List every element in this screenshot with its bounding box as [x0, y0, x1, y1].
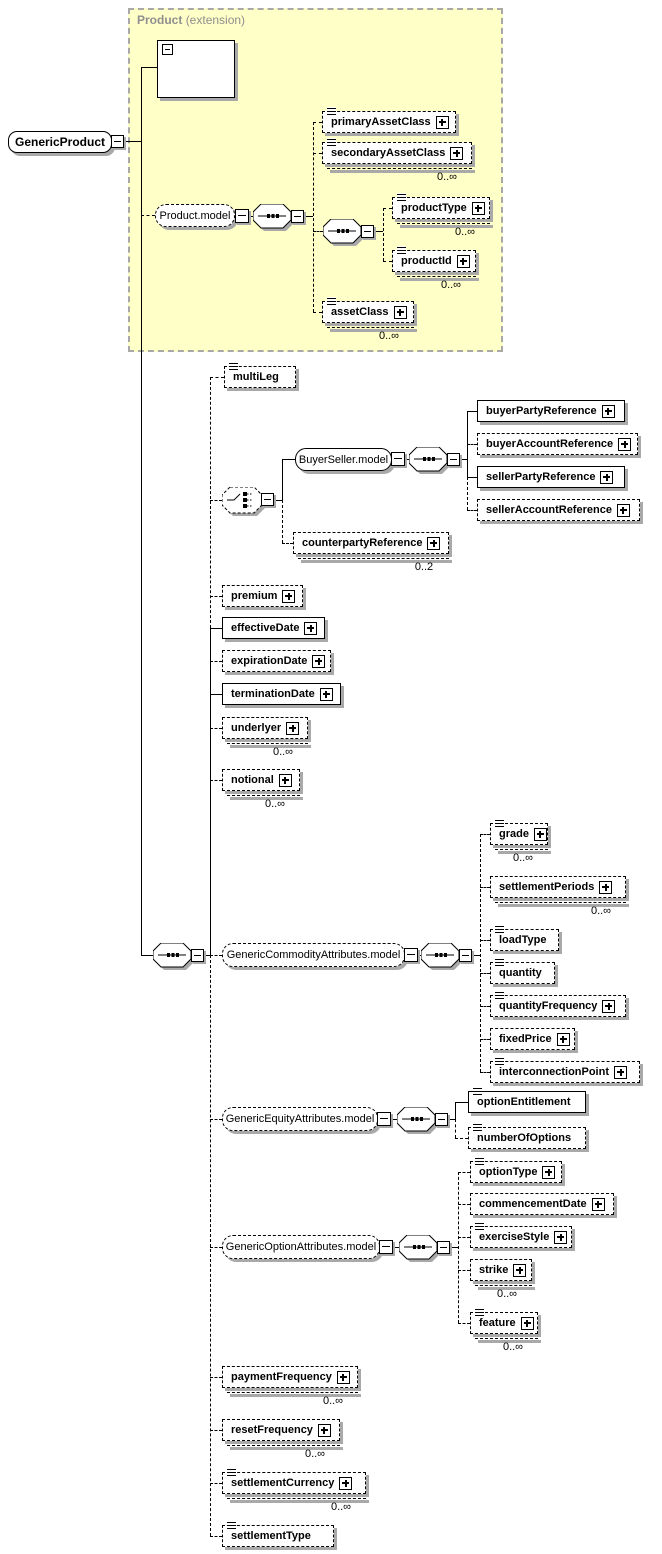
connector — [282, 500, 283, 543]
repeat-indicator — [327, 327, 414, 328]
element-label: counterpartyReference — [302, 537, 423, 549]
occurrence-label: 0..∞ — [304, 1448, 326, 1460]
connector — [210, 377, 211, 628]
element-label: optionEntitlement — [477, 1096, 571, 1108]
element-label: feature — [479, 1317, 516, 1329]
element-label: settlementType — [231, 1530, 311, 1542]
element-counterpartyReference[interactable] — [293, 532, 449, 554]
expand-icon[interactable] — [617, 504, 630, 517]
connector — [210, 780, 222, 781]
annotation-icon — [495, 958, 504, 967]
element-settlementCurrency[interactable] — [222, 1472, 366, 1494]
connector — [448, 1119, 455, 1120]
element-GenericProduct[interactable] — [8, 131, 112, 153]
element-label: secondaryAssetClass — [331, 147, 446, 159]
expand-icon[interactable] — [592, 1198, 605, 1211]
group-Product-model[interactable] — [155, 204, 235, 227]
expand-icon[interactable] — [618, 438, 631, 451]
expand-icon[interactable] — [304, 622, 317, 635]
occurrence-label: 0..∞ — [264, 798, 286, 810]
occurrence-label: 0..∞ — [496, 1288, 518, 1300]
expand-icon[interactable] — [614, 1066, 627, 1079]
collapse-button[interactable] — [379, 1240, 393, 1254]
connector — [467, 510, 477, 511]
collapse-button[interactable] — [459, 949, 472, 962]
annotation-icon — [473, 1123, 482, 1132]
connector — [210, 1430, 222, 1431]
annotation-icon — [495, 925, 504, 934]
connector — [458, 1237, 470, 1238]
connector — [383, 261, 392, 262]
connector — [467, 411, 468, 477]
occurrence-label: 0..∞ — [512, 852, 534, 864]
element-label: multiLeg — [233, 371, 279, 383]
group-GenericOptionAttributes-model[interactable] — [222, 1235, 380, 1259]
connector — [141, 67, 157, 68]
element-label: sellerPartyReference — [486, 471, 596, 483]
connector — [455, 1102, 456, 1119]
collapse-button[interactable] — [191, 949, 204, 962]
element-optionEntitlement[interactable] — [468, 1091, 586, 1113]
element-sellerPartyReference[interactable] — [477, 466, 625, 488]
group-label: GenericOptionAttributes.model — [225, 1241, 377, 1253]
connector — [210, 1483, 222, 1484]
occurrence-label: 0..∞ — [440, 279, 462, 291]
element-commencementDate[interactable] — [470, 1193, 614, 1215]
repeat-indicator — [397, 223, 490, 224]
connector — [210, 955, 211, 1536]
element-settlementType[interactable] — [222, 1525, 334, 1547]
element-label: primaryAssetClass — [331, 116, 431, 128]
element-label: expirationDate — [231, 655, 308, 667]
element-label: assetClass — [331, 306, 389, 318]
occurrence-label: 0..∞ — [322, 1395, 344, 1407]
element-label: fixedPrice — [499, 1033, 552, 1045]
connector — [210, 661, 222, 662]
repeat-indicator — [227, 795, 300, 796]
connector — [210, 377, 224, 378]
annotation-icon — [397, 193, 406, 202]
element-strike[interactable] — [470, 1259, 532, 1281]
repeat-indicator — [227, 1498, 366, 1499]
connector — [210, 728, 222, 729]
element-label: loadType — [499, 934, 547, 946]
expand-icon[interactable] — [599, 881, 612, 894]
occurrence-label: 0..2 — [414, 561, 434, 573]
expand-icon[interactable] — [436, 116, 449, 129]
extension-panel-title — [137, 13, 245, 27]
expand-icon[interactable] — [534, 828, 547, 841]
occurrence-label: 0..∞ — [436, 171, 458, 183]
connector — [141, 215, 155, 216]
element-loadType[interactable] — [490, 929, 559, 951]
extension-base-type: Product — [137, 13, 183, 27]
connector — [282, 459, 295, 460]
element-label: quantity — [499, 967, 542, 979]
expand-icon[interactable] — [286, 722, 299, 735]
connector — [480, 973, 490, 974]
element-grade[interactable] — [490, 823, 548, 845]
connector — [383, 208, 384, 261]
choice-icon — [222, 487, 266, 522]
collapse-button[interactable] — [111, 135, 124, 148]
connector — [282, 459, 283, 500]
expand-icon[interactable] — [312, 655, 325, 668]
element-expirationDate[interactable] — [222, 650, 331, 672]
group-GenericCommodityAttributes-model[interactable] — [222, 943, 405, 967]
annotation-icon — [495, 991, 504, 1000]
expand-icon[interactable] — [320, 688, 333, 701]
sequence-icon — [323, 219, 365, 252]
element-resetFrequency[interactable] — [222, 1419, 340, 1441]
element-notional[interactable] — [222, 769, 300, 791]
connector — [313, 122, 322, 123]
connector — [458, 1204, 470, 1205]
connector — [210, 596, 222, 597]
expand-icon[interactable] — [318, 1424, 331, 1437]
collapse-button[interactable] — [291, 210, 304, 223]
expand-icon[interactable] — [457, 255, 470, 268]
collapse-button[interactable] — [447, 453, 460, 466]
connector — [467, 411, 477, 412]
expand-icon[interactable] — [282, 590, 295, 603]
element-label: settlementCurrency — [231, 1477, 335, 1489]
sequence-icon — [409, 447, 451, 480]
element-label: exerciseStyle — [479, 1231, 550, 1243]
repeat-indicator — [227, 1392, 358, 1393]
annotation-icon — [473, 1087, 482, 1096]
repeat-indicator — [475, 1338, 538, 1339]
expand-icon[interactable] — [472, 202, 485, 215]
element-terminationDate[interactable] — [222, 683, 341, 705]
element-label: buyerAccountReference — [486, 438, 614, 450]
occurrence-label: 0..∞ — [590, 905, 612, 917]
annotation-icon — [327, 138, 336, 147]
element-label: productId — [401, 255, 452, 267]
connector — [455, 1102, 468, 1103]
element-label: quantityFrequency — [499, 1000, 598, 1012]
expand-icon[interactable] — [600, 471, 613, 484]
connector — [383, 208, 392, 209]
occurrence-label: 0..∞ — [378, 330, 400, 342]
collapse-button[interactable] — [377, 1112, 391, 1126]
repeat-indicator — [298, 558, 449, 559]
element-assetClass[interactable] — [322, 301, 414, 323]
annotation-icon — [227, 1521, 236, 1530]
element-interconnectionPoint[interactable] — [490, 1061, 640, 1083]
annotation-icon — [327, 297, 336, 306]
element-multiLeg[interactable] — [224, 366, 296, 388]
connector — [210, 1247, 222, 1248]
element-label: notional — [231, 774, 274, 786]
annotation-icon — [495, 819, 504, 828]
element-label: effectiveDate — [231, 622, 300, 634]
element-label: optionType — [479, 1166, 538, 1178]
connector — [210, 1536, 222, 1537]
expand-icon[interactable] — [554, 1231, 567, 1244]
annotation-icon — [227, 1468, 236, 1477]
connector — [210, 1377, 222, 1378]
element-buyerPartyReference[interactable] — [477, 400, 625, 422]
element-productId[interactable] — [392, 250, 476, 272]
connector — [210, 955, 222, 956]
connector — [450, 1247, 458, 1248]
connector — [124, 141, 142, 142]
connector — [455, 1138, 468, 1139]
element-settlementPeriods[interactable] — [490, 876, 626, 898]
connector — [480, 834, 490, 835]
expand-icon[interactable] — [337, 1371, 350, 1384]
annotation-icon — [327, 107, 336, 116]
connector — [480, 940, 490, 941]
annotation-icon — [475, 1308, 484, 1317]
element-secondaryAssetClass[interactable] — [322, 142, 472, 164]
element-label: paymentFrequency — [231, 1371, 332, 1383]
element-buyerAccountReference[interactable] — [477, 433, 638, 455]
element-label: resetFrequency — [231, 1424, 313, 1436]
annotation-icon — [229, 362, 238, 371]
connector — [141, 955, 153, 956]
group-label: BuyerSeller.model — [298, 453, 389, 466]
element-feature[interactable] — [470, 1312, 538, 1334]
sequence-icon — [421, 943, 463, 976]
connector — [467, 477, 477, 478]
collapse-button[interactable] — [361, 225, 374, 238]
connector — [455, 1119, 456, 1138]
connector — [210, 1119, 222, 1120]
element-label: commencementDate — [479, 1198, 587, 1210]
expand-icon[interactable] — [602, 1000, 615, 1013]
connector — [141, 67, 142, 955]
expand-icon[interactable] — [427, 537, 440, 550]
connector — [210, 694, 222, 695]
expand-icon[interactable] — [339, 1477, 352, 1490]
sequence-icon — [397, 1107, 439, 1140]
collapse-button[interactable] — [435, 1113, 448, 1126]
element-primaryAssetClass[interactable] — [322, 111, 456, 133]
expand-icon[interactable] — [602, 405, 615, 418]
expand-icon[interactable] — [557, 1033, 570, 1046]
connector — [460, 459, 467, 460]
connector — [480, 834, 481, 1072]
annotation-icon — [495, 1057, 504, 1066]
expand-icon[interactable] — [394, 306, 407, 319]
expand-icon[interactable] — [513, 1264, 526, 1277]
element-label: sellerAccountReference — [486, 504, 612, 516]
expand-icon[interactable] — [542, 1166, 555, 1179]
connector — [210, 628, 211, 955]
connector — [274, 500, 282, 501]
element-sellerAccountReference[interactable] — [477, 499, 640, 521]
connector — [458, 1172, 470, 1173]
element-fixedPrice[interactable] — [490, 1028, 575, 1050]
expand-icon[interactable] — [279, 774, 292, 787]
sequence-icon — [153, 943, 195, 976]
connector — [313, 122, 314, 312]
group-label: GenericCommodityAttributes.model — [226, 949, 401, 961]
connector — [282, 543, 293, 544]
element-label: underlyer — [231, 722, 282, 734]
collapse-button[interactable] — [437, 1241, 450, 1254]
element-label: buyerPartyReference — [486, 405, 597, 417]
element-paymentFrequency[interactable] — [222, 1366, 358, 1388]
annotation-icon — [475, 1157, 484, 1166]
collapse-button[interactable] — [162, 44, 173, 55]
connector — [313, 231, 323, 232]
connector — [210, 628, 222, 629]
element-label: strike — [479, 1264, 509, 1276]
collapse-button[interactable] — [261, 493, 274, 506]
element-effectiveDate[interactable] — [222, 617, 325, 639]
element-label: interconnectionPoint — [499, 1066, 609, 1078]
element-label: settlementPeriods — [499, 881, 595, 893]
annotation-icon — [475, 1222, 484, 1231]
element-label: terminationDate — [231, 688, 315, 700]
element-optionType[interactable] — [470, 1161, 562, 1183]
connector — [472, 955, 480, 956]
connector — [480, 1039, 490, 1040]
group-label: GenericEquityAttributes.model — [225, 1113, 375, 1125]
connector — [480, 887, 490, 888]
expand-icon[interactable] — [521, 1317, 534, 1330]
connector — [480, 1072, 490, 1073]
expand-icon[interactable] — [450, 147, 463, 160]
repeat-indicator — [495, 849, 548, 850]
connector — [313, 312, 322, 313]
element-label: grade — [499, 828, 529, 840]
occurrence-label: 0..∞ — [454, 226, 476, 238]
occurrence-label: 0..∞ — [502, 1341, 524, 1353]
element-label: GenericProduct — [14, 135, 106, 149]
extension-kind: (extension) — [185, 13, 246, 27]
repeat-indicator — [397, 276, 476, 277]
connector — [458, 1172, 459, 1323]
element-label: productType — [401, 202, 467, 214]
element-productType[interactable] — [392, 197, 490, 219]
repeat-indicator — [475, 1285, 532, 1286]
group-label: Product.model — [159, 209, 231, 222]
connector — [458, 1270, 470, 1271]
connector — [313, 153, 322, 154]
repeat-indicator — [327, 168, 472, 169]
element-quantity[interactable] — [490, 962, 555, 984]
collapse-button[interactable] — [391, 452, 405, 466]
connector — [374, 231, 383, 232]
element-underlyer[interactable] — [222, 717, 308, 739]
annotation-icon — [397, 246, 406, 255]
connector — [304, 216, 313, 217]
repeat-indicator — [227, 743, 308, 744]
collapse-button[interactable] — [235, 209, 249, 223]
element-numberOfOptions[interactable] — [468, 1127, 586, 1149]
repeat-indicator — [495, 902, 626, 903]
connector — [480, 1006, 490, 1007]
element-quantityFrequency[interactable] — [490, 995, 626, 1017]
sequence-icon — [399, 1235, 441, 1268]
sequence-icon — [253, 204, 295, 237]
occurrence-label: 0..∞ — [272, 746, 294, 758]
collapse-button[interactable] — [404, 948, 418, 962]
occurrence-label: 0..∞ — [330, 1501, 352, 1513]
repeat-indicator — [227, 1445, 340, 1446]
connector — [467, 477, 468, 510]
element-label: numberOfOptions — [477, 1132, 572, 1144]
group-BuyerSeller-model[interactable] — [295, 448, 392, 471]
element-label: premium — [231, 590, 278, 602]
element-exerciseStyle[interactable] — [470, 1226, 572, 1248]
connector — [210, 500, 222, 501]
connector — [467, 444, 477, 445]
group-GenericEquityAttributes-model[interactable] — [222, 1107, 378, 1131]
element-premium[interactable] — [222, 585, 303, 607]
connector — [458, 1323, 470, 1324]
